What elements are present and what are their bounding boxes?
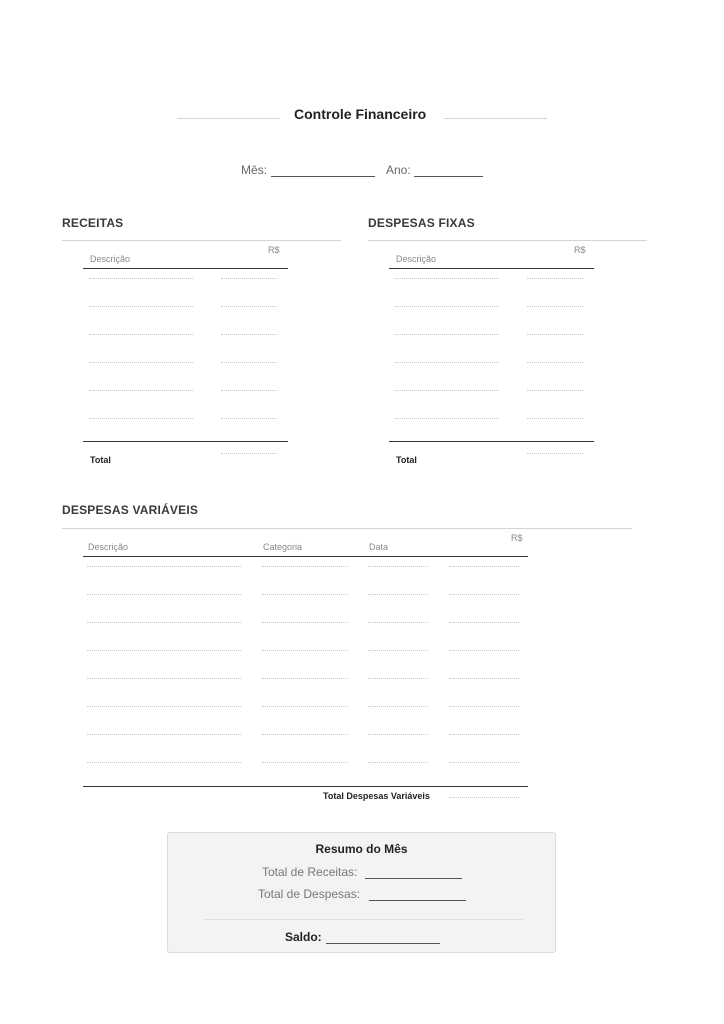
despesas-variaveis-date-field-5[interactable] [368,678,428,679]
despesas-variaveis-date-field-4[interactable] [368,650,428,651]
despesas-fixas-desc-field-2[interactable] [395,306,499,307]
despesas-fixas-value-field-5[interactable] [527,390,583,391]
saldo-field[interactable] [326,943,440,944]
title-rule-left [177,118,280,119]
total-despesas-label: Total de Despesas: [258,887,361,901]
despesas-fixas-header-rule [389,268,594,269]
receitas-total-field[interactable] [221,453,277,454]
despesas-fixas-value-field-3[interactable] [527,334,583,335]
receitas-header-rule [83,268,288,269]
despesas-fixas-desc-field-1[interactable] [395,278,499,279]
month-label: Mês: [241,163,268,177]
despesas-variaveis-value-field-2[interactable] [449,594,519,595]
receitas-rule [62,240,341,241]
receitas-value-field-6[interactable] [221,418,277,419]
despesas-variaveis-date-field-2[interactable] [368,594,428,595]
receitas-desc-field-6[interactable] [89,418,193,419]
summary-divider [203,919,523,920]
despesas-variaveis-col-desc: Descrição [88,542,129,552]
despesas-fixas-col-desc: Descrição [396,254,437,264]
despesas-variaveis-desc-field-5[interactable] [87,678,241,679]
despesas-variaveis-date-field-7[interactable] [368,734,428,735]
despesas-fixas-rule [368,240,647,241]
receitas-value-field-3[interactable] [221,334,277,335]
receitas-desc-field-1[interactable] [89,278,193,279]
despesas-variaveis-category-field-6[interactable] [262,706,348,707]
saldo-label: Saldo: [285,930,322,944]
despesas-fixas-desc-field-5[interactable] [395,390,499,391]
despesas-fixas-desc-field-4[interactable] [395,362,499,363]
despesas-variaveis-date-field-3[interactable] [368,622,428,623]
despesas-variaveis-desc-field-7[interactable] [87,734,241,735]
despesas-fixas-desc-field-3[interactable] [395,334,499,335]
despesas-variaveis-col-value: R$ [511,533,523,543]
despesas-variaveis-category-field-4[interactable] [262,650,348,651]
despesas-fixas-title: DESPESAS FIXAS [368,216,475,230]
despesas-variaveis-title: DESPESAS VARIÁVEIS [62,503,199,517]
receitas-total-rule [83,441,288,442]
despesas-variaveis-total-label: Total Despesas Variáveis [323,791,430,801]
receitas-desc-field-4[interactable] [89,362,193,363]
despesas-variaveis-desc-field-2[interactable] [87,594,241,595]
despesas-variaveis-desc-field-3[interactable] [87,622,241,623]
receitas-desc-field-2[interactable] [89,306,193,307]
despesas-variaveis-category-field-8[interactable] [262,762,348,763]
despesas-variaveis-value-field-1[interactable] [449,566,519,567]
despesas-variaveis-category-field-7[interactable] [262,734,348,735]
receitas-col-value: R$ [268,245,280,255]
despesas-fixas-col-value: R$ [574,245,586,255]
summary-title: Resumo do Mês [315,842,408,856]
year-field[interactable] [414,176,483,177]
total-receitas-field[interactable] [365,878,462,879]
despesas-fixas-total-field[interactable] [527,453,583,454]
despesas-variaveis-value-field-6[interactable] [449,706,519,707]
despesas-variaveis-col-category: Categoria [263,542,303,552]
despesas-variaveis-value-field-7[interactable] [449,734,519,735]
despesas-variaveis-value-field-5[interactable] [449,678,519,679]
despesas-fixas-value-field-4[interactable] [527,362,583,363]
despesas-fixas-total-rule [389,441,594,442]
despesas-variaveis-date-field-6[interactable] [368,706,428,707]
month-field[interactable] [271,176,375,177]
despesas-variaveis-rule [62,528,632,529]
receitas-value-field-1[interactable] [221,278,277,279]
despesas-variaveis-category-field-3[interactable] [262,622,348,623]
despesas-variaveis-col-date: Data [369,542,389,552]
summary-box [167,832,556,953]
despesas-variaveis-date-field-8[interactable] [368,762,428,763]
despesas-variaveis-category-field-2[interactable] [262,594,348,595]
despesas-variaveis-value-field-3[interactable] [449,622,519,623]
receitas-col-desc: Descrição [90,254,131,264]
despesas-fixas-value-field-1[interactable] [527,278,583,279]
receitas-total-label: Total [90,455,111,465]
despesas-variaveis-total-field[interactable] [449,797,519,798]
receitas-value-field-2[interactable] [221,306,277,307]
receitas-desc-field-3[interactable] [89,334,193,335]
page-title: Controle Financeiro [294,106,427,122]
total-receitas-label: Total de Receitas: [262,865,358,879]
despesas-variaveis-desc-field-1[interactable] [87,566,241,567]
despesas-variaveis-desc-field-8[interactable] [87,762,241,763]
despesas-variaveis-value-field-8[interactable] [449,762,519,763]
despesas-fixas-value-field-6[interactable] [527,418,583,419]
despesas-variaveis-desc-field-6[interactable] [87,706,241,707]
despesas-fixas-value-field-2[interactable] [527,306,583,307]
despesas-variaveis-value-field-4[interactable] [449,650,519,651]
despesas-variaveis-total-rule [83,786,528,787]
despesas-variaveis-date-field-1[interactable] [368,566,428,567]
receitas-value-field-4[interactable] [221,362,277,363]
receitas-title: RECEITAS [62,216,124,230]
year-label: Ano: [386,163,411,177]
receitas-value-field-5[interactable] [221,390,277,391]
despesas-variaveis-category-field-1[interactable] [262,566,348,567]
receitas-desc-field-5[interactable] [89,390,193,391]
despesas-variaveis-desc-field-4[interactable] [87,650,241,651]
despesas-fixas-total-label: Total [396,455,417,465]
despesas-fixas-desc-field-6[interactable] [395,418,499,419]
despesas-variaveis-category-field-5[interactable] [262,678,348,679]
total-despesas-field[interactable] [369,900,466,901]
despesas-variaveis-header-rule [83,556,528,557]
title-rule-right [444,118,547,119]
